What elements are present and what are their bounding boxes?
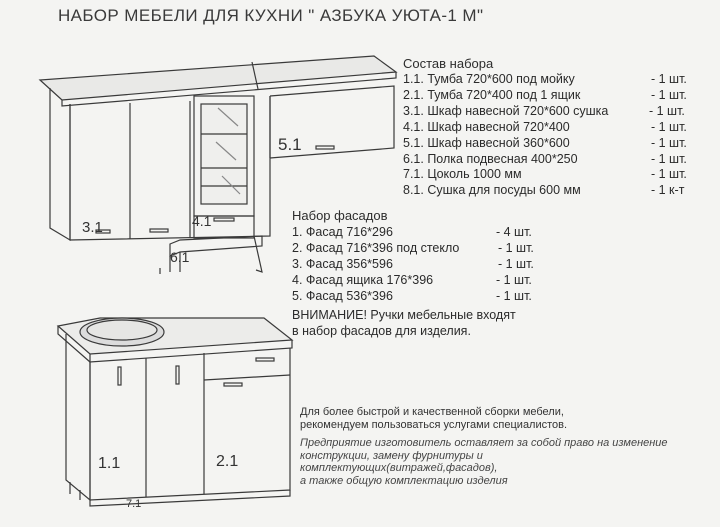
list-item: 1.1. Тумба 720*600 под мойку - 1 шт. <box>403 72 687 86</box>
facades-heading: Набор фасадов <box>292 208 388 223</box>
list-item: 5.1. Шкаф навесной 360*600 - 1 шт. <box>403 135 687 150</box>
warning-note: ВНИМАНИЕ! Ручки мебельные входят в набор фасадов для изделия. <box>292 308 516 338</box>
list-item: 5. Фасад 536*396 - 1 шт. <box>292 288 532 303</box>
label-6-1: 6.1 <box>170 249 190 265</box>
assembly-advice: Для более быстрой и качественной сборки мебели, рекомендуем пользоваться услугами специалистов. <box>300 406 568 431</box>
label-4-1: 4.1 <box>192 213 212 229</box>
label-7-1: 7.1 <box>126 498 142 510</box>
label-2-1: 2.1 <box>216 453 239 470</box>
label-3-1: 3.1 <box>82 219 103 236</box>
list-item: 2.1. Тумба 720*400 под 1 ящик - 1 шт. <box>403 87 687 102</box>
page-title: НАБОР МЕБЕЛИ ДЛЯ КУХНИ " АЗБУКА УЮТА-1 М" <box>58 6 484 25</box>
list-item: 2. Фасад 716*396 под стекло - 1 шт. <box>292 240 534 255</box>
list-item: 4.1. Шкаф навесной 720*400 - 1 шт. <box>403 119 687 134</box>
composition-heading: Состав набора <box>403 56 494 71</box>
list-item: 3.1. Шкаф навесной 720*600 сушка - 1 шт. <box>403 103 685 118</box>
list-item: 4. Фасад ящика 176*396 - 1 шт. <box>292 272 532 287</box>
list-item: 8.1. Сушка для посуды 600 мм - 1 к-т <box>403 183 685 198</box>
facades-list <box>292 225 552 305</box>
list-item: 6.1. Полка подвесная 400*250 - 1 шт. <box>403 151 687 166</box>
list-item: 3. Фасад 356*596 - 1 шт. <box>292 256 534 271</box>
list-item: 1. Фасад 716*296 - 4 шт. <box>292 225 532 239</box>
composition-list <box>403 72 713 199</box>
list-item: 7.1. Цоколь 1000 мм - 1 шт. <box>403 167 687 182</box>
label-1-1: 1.1 <box>98 455 121 472</box>
base-cabinet-set <box>58 318 292 506</box>
manufacturer-disclaimer: Предприятие изготовитель оставляет за собой право на изменение конструкции, замену фурнитуры и комплектующих(витражей,фасадов), а также общую комплектацию изделия <box>300 437 668 487</box>
label-5-1: 5.1 <box>278 135 302 154</box>
